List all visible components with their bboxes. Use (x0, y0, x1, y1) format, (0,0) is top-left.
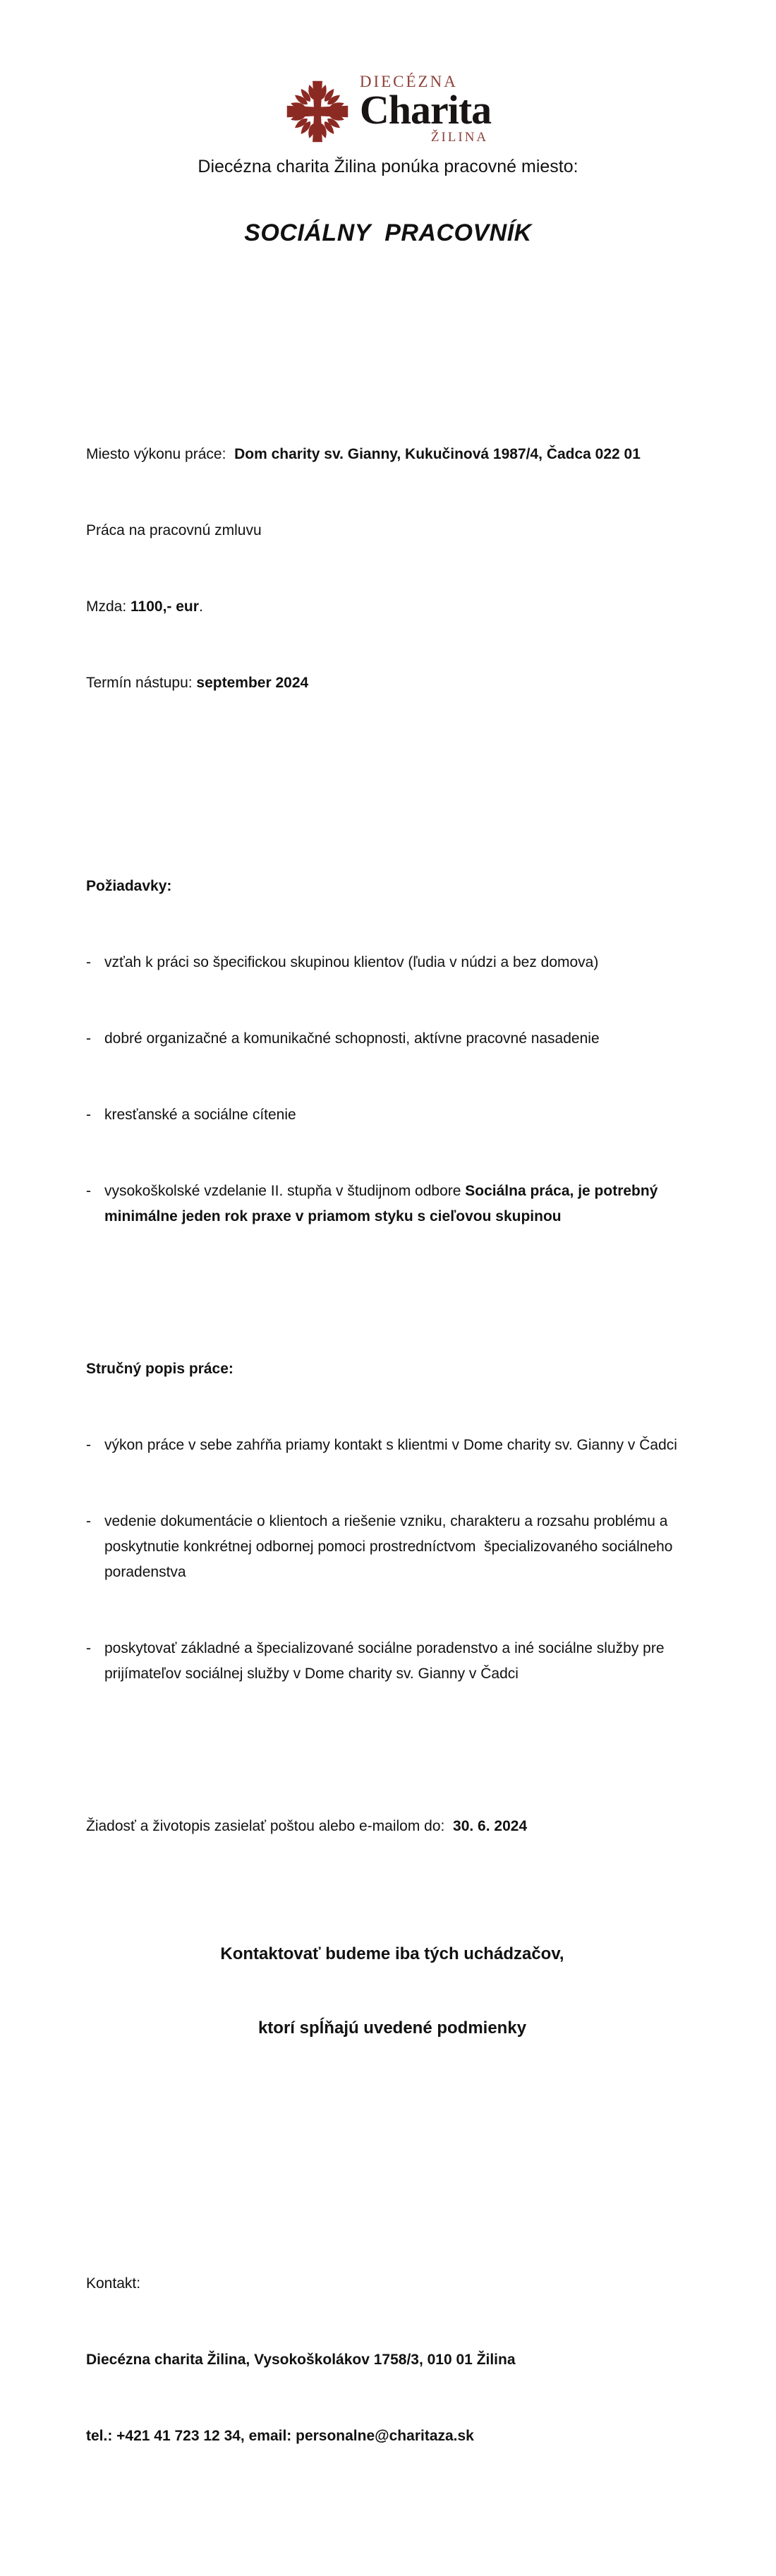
bullet-dash: - (86, 954, 91, 970)
bullet-text: výkon práce v sebe zahŕňa priamy kontakt s klientmi v Dome charity sv. Gianny v Čadci (104, 1437, 677, 1453)
application-note (86, 1891, 698, 2090)
logo-wordmark (360, 73, 491, 145)
job-description-heading: Stručný popis práce: (86, 1361, 234, 1377)
note-line-1: Kontaktovať budeme iba tých uchádzačov, (220, 1944, 564, 1963)
note-line-2: ktorí spĺňajú uvedené podmienky (257, 2018, 527, 2038)
requirement-item (86, 1102, 698, 1128)
requirement-item (86, 1179, 698, 1229)
bullet-text: vedenie dokumentácie o klientoch a riešenie vzniku, charakteru a rozsahu problému a poskytnutie konkrétnej odbornej pomoci prostredníctvom špecializovaného sociálneho poradenstva (104, 1513, 677, 1580)
job-title: SOCIÁLNY PRACOVNÍK (244, 219, 532, 246)
job-description-item (86, 1636, 698, 1687)
job-description-item (86, 1509, 698, 1585)
contact-address: Diecézna charita Žilina, Vysokoškolákov 1758/3, 010 01 Žilina (86, 2352, 516, 2368)
bullet-dash: - (86, 1030, 91, 1047)
requirement-item (86, 1026, 698, 1052)
bullet-text: vysokoškolské vzdelanie II. stupňa v študijnom odbore Sociálna práca, je potrebný minimálne jeden rok praxe v priamom styku s cieľovou skupinou (104, 1183, 662, 1224)
job-details (86, 391, 698, 747)
bullet-text: kresťanské a sociálne cítenie (104, 1107, 296, 1123)
document-body (0, 247, 776, 2576)
logo-diecezna-label: DIECÉZNA (359, 73, 458, 90)
charita-logo (0, 0, 776, 145)
caritas-cross-icon (285, 79, 350, 144)
intro-line: Diecézna charita Žilina ponúka pracovné miesto: (198, 157, 578, 176)
contact-phone-email: tel.: +421 41 723 12 34, email: personalne@charitaza.sk (86, 2428, 474, 2444)
contact-section (86, 2220, 698, 2500)
bullet-text: dobré organizačné a komunikačné schopnosti, aktívne pracovné nasadenie (104, 1030, 600, 1047)
bullet-dash: - (86, 1183, 91, 1199)
logo-zilina-label: ŽILINA (430, 130, 489, 145)
contact-heading: Kontakt: (86, 2275, 141, 2292)
bullet-text: poskytovať základné a špecializované sociálne poradenstvo a iné sociálne služby pre prijímateľov sociálnej služby v Dome charity sv. Gianny v Čadci (104, 1640, 669, 1682)
detail-line-contract: Práca na pracovnú zmluvu (86, 522, 262, 538)
bullet-dash: - (86, 1437, 91, 1453)
bullet-dash: - (86, 1107, 91, 1123)
bullet-dash: - (86, 1640, 91, 1656)
job-description-item (86, 1433, 698, 1458)
bullet-text: vzťah k práci so špecifickou skupinou klientov (ľudia v núdzi a bez domova) (104, 954, 599, 970)
detail-line-place: Miesto výkonu práce: Dom charity sv. Gianny, Kukučinová 1987/4, Čadca 022 01 (86, 446, 641, 462)
application-deadline-line: Žiadosť a životopis zasielať poštou alebo e-mailom do: 30. 6. 2024 (86, 1818, 528, 1834)
detail-line-start-date: Termín nástupu: september 2024 (86, 675, 309, 691)
requirements-heading: Požiadavky: (86, 878, 172, 894)
bullet-dash: - (86, 1513, 91, 1529)
requirement-item (86, 950, 698, 975)
detail-line-salary: Mzda: 1100,- eur. (86, 598, 203, 615)
logo-charita-label: Charita (359, 87, 492, 133)
